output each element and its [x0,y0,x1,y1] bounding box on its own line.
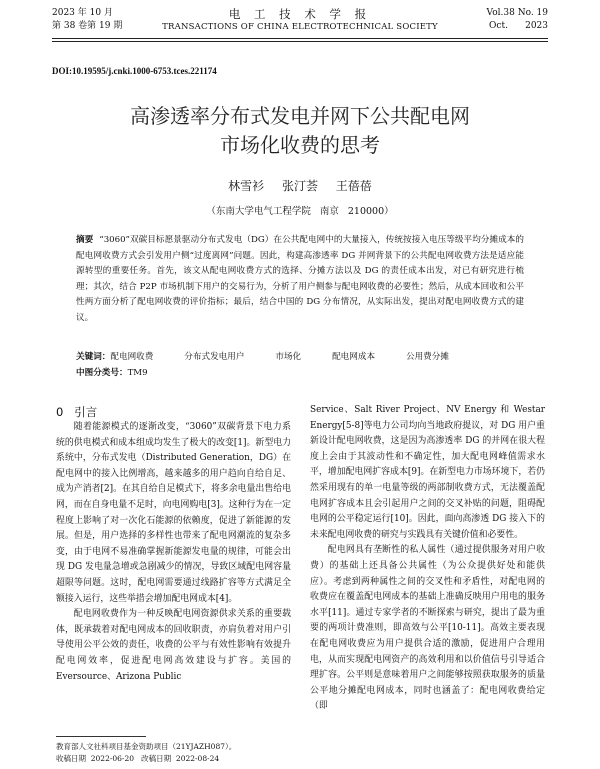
section-heading-intro: 0 引言 [56,405,98,419]
authors: 林雪衫 张汀荟 王蓓蓓 [228,179,372,193]
footnote-dates: 收稿日期 2022-06-20 改稿日期 2022-08-24 [56,754,220,763]
footnote-funding: 教育部人文社科项目基金资助项目（21YJAZH087）。 [56,742,237,751]
body-paragraph: 随着能源模式的逐渐改变，“3060”双碳背景下电力系统的供电模式和成本组成均发生了极大的改变[1]。新型电力系统中，分布式发电（Distributed Generation，DG）在配电网中的接入比例增高，越来越多的用户趋向自给自足、成为产消者[2]。在其自给自足模式下，将多余电量出售给电网，而在自身电量不足时，向电网购电[3]。这种行为在一定程度上影响了对一次化石能源的依赖度，促进了新能源的发展。但是，用户选择的多样性也带来了配电网潮流的复杂多变，由于电网不易准确掌握新能源发电量的规律，可能会出现 DG 发电量急增或急剧减少的情况，导致区域配电网容量超限等问题。这时，配电网需要通过线路扩容等方式满足全额接入运行，这些举措会增加配电网成本[4]。 [56,422,291,604]
body-column-right [310,403,545,715]
footnote-rule [56,736,146,737]
body-column-left [56,420,291,685]
title-line-1: 高渗透率分布式发电并网下公共配电网 [130,104,470,128]
abstract [76,233,524,326]
header-volume-issue: 第 38 卷第 19 期 [52,21,123,31]
abstract-label: 摘要 [76,235,94,245]
header-rule-thin [52,41,548,42]
doi: DOI:10.19595/j.cnki.1000-6753.tces.221174 [52,66,217,76]
journal-name-en: TRANSACTIONS OF CHINA ELECTROTECHNICAL SOCIETY [162,22,438,32]
header-rule-thick [52,38,548,39]
keywords-text: 配电网收费 分布式发电用户 市场化 配电网成本 公用费分摊 [110,352,449,362]
header-vol-no: Vol.38 No. 19 [486,8,548,18]
abstract-text: “3060”双碳目标愿景驱动分布式发电（DG）在公共配电网中的大量接入，传统按接入电压等级平均分摊成本的配电网收费方式会引发用户侧“过度离网”问题。因此，构建高渗透率 DG 并网背景下的公共配电网收费方法是适应能源转型的重要任务。首先，该文从配电网收费方式的选择、分摊方法以及 DG 的责任成本出发，对已有研究进行梳理；其次，结合 P2P 市场机制下用户的交易行为，分析了用户侧参与配电网收费的必要性；然后，从成本回收和公平性两方面分析了配电网收费的评价指标；最后，结合中国的 DG 分布情况，从实际出发，提出对配电网收费方式的建议。 [76,235,524,323]
body-paragraph: Service、Salt River Project、NV Energy 和 Westar Energy[5-8]等电力公司均向当地政府提议，对 DG 用户重新设计配电网收费，这是因为高渗透率 DG 的并网在很大程度上会由于其波动性和不确定性，加大配电网峰值需求水平，增加配电网扩容成本[9]。在新型电力市场环境下，若仍然采用现有的单一电量等级的两部制收费方式，无法覆盖配电网扩容成本且会引起用户之间的交叉补贴的问题，阻碍配电网的公平稳定运行[10]。因此，面向高渗透 DG 接入下的未来配电网收费的研究与实践具有关键价值和必要性。 [310,405,545,540]
body-paragraph: 配电网收费作为一种反映配电网资源供求关系的重要载体，既承载着对配电网成本的回收职责，亦肩负着对用户引导使用公平公效的责任，收费的公平与有效性影响有效提升配电网效率，促进配电网高效建设与扩容。美国的 Eversource、Arizona Public [56,609,291,682]
affiliation: （东南大学电气工程学院 南京 210000） [206,206,394,217]
header-date: 2023 年 10 月 [52,8,113,18]
title-line-2: 市场化收费的思考 [220,133,380,157]
body-paragraph: 配电网具有垄断性的私人属性（通过提供服务对用户收费）的基础上还具备公共属性（为公众提供好处和能供应）。考虑到两种属性之间的交叉性和矛盾性，对配电网的收费应在覆盖配电网成本的基础上准确反映用户用电的服务水平[11]。通过专家学者的不断探索与研究，提出了最为重要的两项计费准则，即高效与公平[10-11]。高效主要表现在配电网收费应为用户提供合适的激励，促进用户合理用电，从而实现配电网资产的高效利用和以价值信号引导适合理扩容。公平则是意味着用户之间能够按照获取服务的质量公平地分摊配电网成本，同时也涵盖了：配电网收费给定（即 [310,545,545,712]
journal-name-cn: 电 工 技 术 学 报 [228,7,372,21]
classification-code: TM9 [127,368,148,378]
classification [76,366,148,380]
classification-label: 中图分类号： [76,368,128,378]
header-right [487,7,548,33]
header-month-year: Oct. 2023 [489,21,548,31]
keywords [76,350,524,364]
paper-title [0,102,600,160]
keywords-label: 关键词： [76,352,111,362]
